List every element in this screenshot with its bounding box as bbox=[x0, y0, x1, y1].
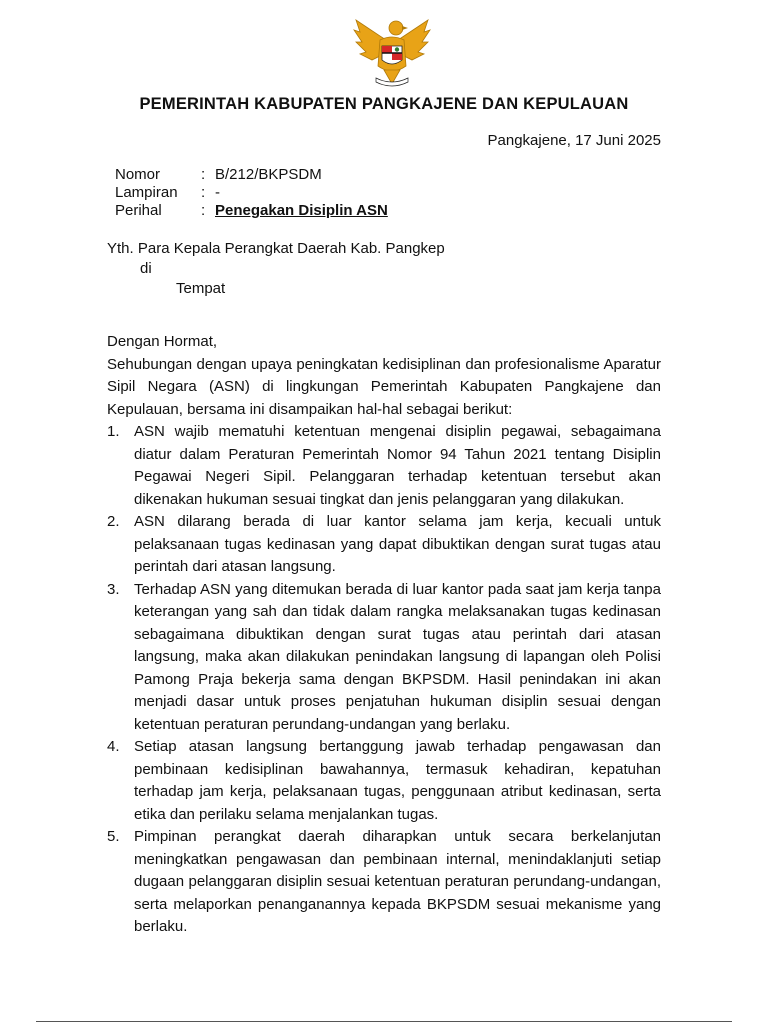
meta-row-nomor bbox=[115, 166, 388, 184]
list-number: 3. bbox=[107, 580, 120, 598]
list-item bbox=[107, 421, 661, 511]
meta-label: Perihal bbox=[115, 202, 162, 219]
meta-label: Nomor bbox=[115, 166, 161, 183]
subject-value: Penegakan Disiplin ASN bbox=[215, 202, 388, 219]
list-number: 1. bbox=[107, 423, 120, 440]
intro-paragraph: Sehubungan dengan upaya peningkatan kedisiplinan dan profesionalisme Aparatur Sipil Negara (ASN) di lingkungan Pemerintah Kabupaten Pangkajene dan Kepulauan, bersama ini disampaikan hal-hal sebagai berikut: bbox=[107, 355, 661, 418]
list-number: 4. bbox=[107, 738, 120, 755]
letter-meta bbox=[115, 166, 388, 220]
list-text: Setiap atasan langsung bertanggung jawab terhadap pengawasan dan pembinaan kedisiplinan bawahannya, termasuk kehadiran, kepatuhan terhadap jam kerja, pelaksanaan tugas, penggunaan atribut kedinasan, serta etika dan perilaku selama menjalankan tugas. bbox=[134, 738, 661, 823]
list-text: ASN dilarang berada di luar kantor selama jam kerja, kecuali untuk pelaksanaan tugas kedinasan yang dapat dibuktikan dengan surat tugas atau perintah dari atasan langsung. bbox=[134, 513, 661, 575]
meta-label: Lampiran bbox=[115, 184, 178, 201]
list-number: 2. bbox=[107, 513, 120, 530]
government-title: PEMERINTAH KABUPATEN PANGKAJENE DAN KEPULAUAN bbox=[139, 95, 629, 113]
meta-value: B/212/BKPSDM bbox=[215, 166, 322, 183]
recipient-line: Yth. Para Kepala Perangkat Daerah Kab. Pangkep bbox=[107, 240, 445, 257]
place-date: Pangkajene, 17 Juni 2025 bbox=[487, 132, 661, 149]
list-item bbox=[107, 579, 661, 737]
letter-body bbox=[107, 331, 661, 939]
meta-row-perihal bbox=[115, 202, 388, 220]
points-list bbox=[107, 421, 661, 939]
meta-row-lampiran bbox=[115, 184, 388, 202]
meta-value: - bbox=[215, 184, 220, 201]
list-text: Terhadap ASN yang ditemukan berada di luar kantor pada saat jam kerja tanpa keterangan yang sah dan tidak dalam rangka melaksanakan tugas kedinasan sebagaimana dibuktikan dengan surat tugas atau perintah dari atasan langsung, maka akan dilakukan penindakan langsung di lapangan oleh Polisi Pamong Praja bekerja sama dengan BKPSDM. Hasil penindakan ini akan menjadi dasar untuk proses penjatuhan hukuman disiplin sesuai dengan ketentuan peraturan perundang-undangan yang berlaku. bbox=[134, 580, 661, 733]
meta-colon: : bbox=[201, 202, 206, 219]
list-item bbox=[107, 826, 661, 939]
recipient-place: Tempat bbox=[176, 280, 226, 297]
garuda-emblem-icon bbox=[350, 14, 434, 92]
page-bottom-divider bbox=[36, 1021, 732, 1022]
list-item bbox=[107, 511, 661, 579]
meta-colon: : bbox=[201, 166, 206, 183]
list-number: 5. bbox=[107, 828, 120, 845]
list-text: ASN wajib mematuhi ketentuan mengenai disiplin pegawai, sebagaimana diatur dalam Peraturan Pemerintah Nomor 94 Tahun 2021 tentang Disiplin Pegawai Negeri Sipil. Pelanggaran terhadap ketentuan tersebut akan dikenakan hukuman sesuai tingkat dan jenis pelanggaran yang dilakukan. bbox=[134, 423, 661, 508]
list-item bbox=[107, 736, 661, 826]
recipient-di: di bbox=[140, 260, 152, 277]
greeting: Dengan Hormat, bbox=[107, 333, 218, 350]
list-text: Pimpinan perangkat daerah diharapkan untuk secara berkelanjutan meningkatkan pengawasan dan pembinaan internal, menindaklanjuti setiap dugaan pelanggaran disiplin sesuai ketentuan peraturan perundang-undangan, serta melaporkan penanganannya kepada BKPSDM sesuai mekanisme yang berlaku. bbox=[134, 828, 661, 935]
meta-colon: : bbox=[201, 184, 206, 201]
